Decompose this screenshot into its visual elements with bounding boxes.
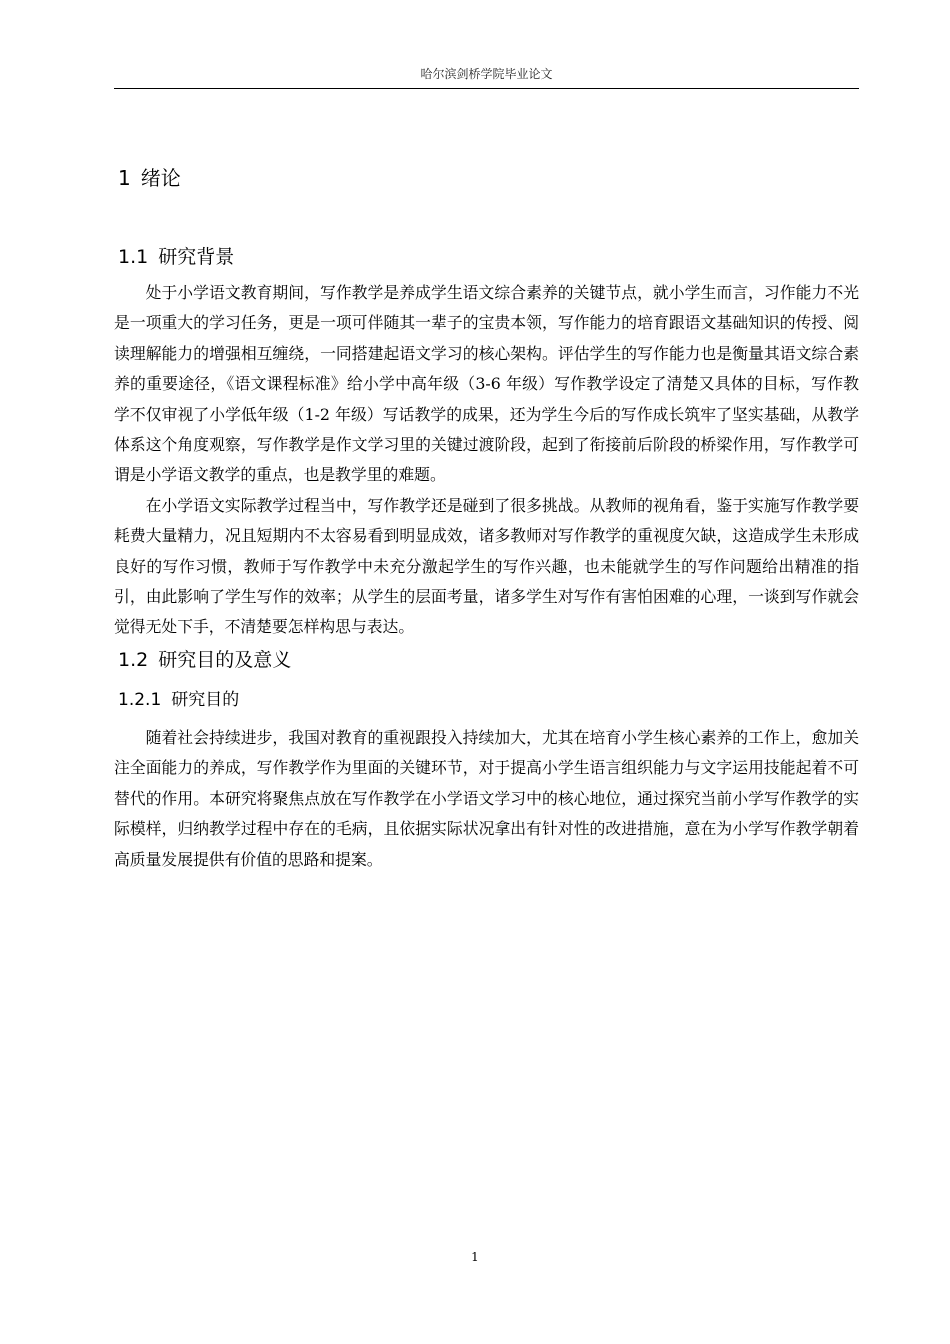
page-header [114, 60, 859, 89]
header-title: 哈尔滨剑桥学院毕业论文 [420, 67, 553, 81]
subsection-heading-1-2-1 [118, 685, 859, 715]
page-footer [0, 1247, 950, 1267]
subsection-title: 研究目的 [171, 689, 240, 710]
section-heading-1-2 [118, 643, 859, 677]
subsection-number: 1.2.1 [118, 689, 162, 710]
section-number: 1.2 [118, 648, 149, 671]
body-paragraph: 在小学语文实际教学过程当中，写作教学还是碰到了很多挑战。从教师的视角看，鉴于实施写作教学要耗费大量精力，况且短期内不太容易看到明显成效，诸多教师对写作教学的重视度欠缺，这造成学生未形成良好的写作习惯，教师于写作教学中未充分激起学生的写作兴趣，也未能就学生的写作问题给出精准的指引，由此影响了学生写作的效率；从学生的层面考量，诸多学生对写作有害怕困难的心理，一谈到写作就会觉得无处下手，不清楚要怎样构思与表达。 [114, 495, 859, 637]
section-number: 1.1 [118, 246, 149, 268]
body-paragraph: 处于小学语文教育期间，写作教学是养成学生语文综合素养的关键节点，就小学生而言，习作能力不光是一项重大的学习任务，更是一项可伴随其一辈子的宝贵本领，写作能力的培育跟语文基础知识的传授、阅读理解能力的增强相互缠绕，一同搭建起语文学习的核心架构。评估学生的写作能力也是衡量其语文综合素养的重要途径，《语文课程标准》给小学中高年级（3-6 年级）写作教学设定了清楚又具体的目标，写作教学不仅审视了小学低年级（1-2 年级）写话教学的成果，还为学生今后的写作成长筑牢了坚实基础，从教学体系这个角度观察，写作教学是作文学习里的关键过渡阶段，起到了衔接前后阶段的桥梁作用，写作教学可谓是小学语文教学的重点，也是教学里的难题。 [114, 283, 859, 485]
section-heading-1-1 [118, 240, 859, 274]
chapter-title: 绪论 [140, 166, 181, 190]
page-number: 1 [471, 1250, 479, 1264]
chapter-number: 1 [118, 166, 131, 190]
page-content [114, 160, 859, 875]
section-title: 研究目的及意义 [158, 648, 292, 671]
section-title: 研究背景 [158, 246, 235, 268]
chapter-heading [118, 160, 859, 196]
body-paragraph: 随着社会持续进步，我国对教育的重视跟投入持续加大，尤其在培育小学生核心素养的工作上，愈加关注全面能力的养成，写作教学作为里面的关键环节，对于提高小学生语言组织能力与文字运用技能起着不可替代的作用。本研究将聚焦点放在写作教学在小学语文学习中的核心地位，通过探究当前小学写作教学的实际模样，归纳教学过程中存在的毛病，且依据实际状况拿出有针对性的改进措施，意在为小学写作教学朝着高质量发展提供有价值的思路和提案。 [114, 727, 859, 869]
